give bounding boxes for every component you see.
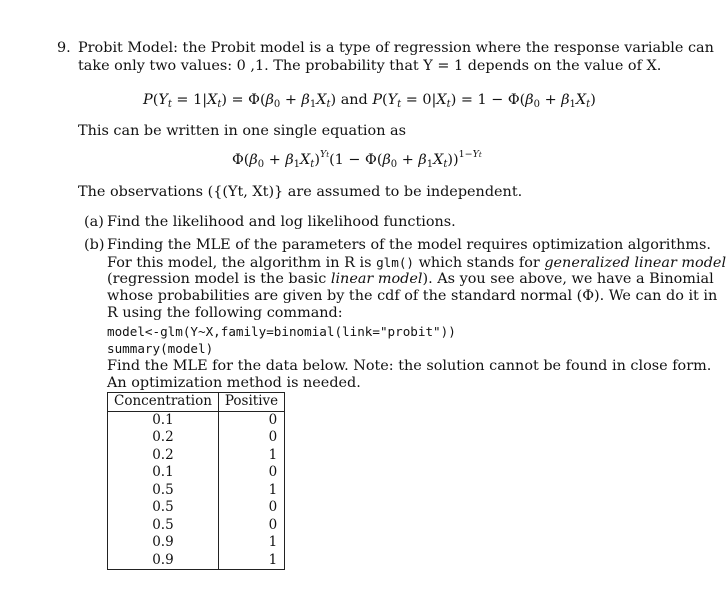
part-b-line-5: R using the following command:	[107, 305, 343, 321]
table-row	[108, 429, 285, 447]
code-summary-line: summary(model)	[107, 341, 214, 356]
positive-cell: 1	[218, 482, 284, 500]
concentration-cell: 0.5	[108, 482, 219, 500]
part-b-line-3-b: ). As you see above, we have a Binomial	[422, 271, 714, 287]
concentration-cell: 0.1	[108, 464, 219, 482]
header-positive: Positive	[218, 393, 284, 412]
positive-cell: 1	[218, 534, 284, 552]
table-row	[108, 534, 285, 552]
question-intro-line-2: take only two values: 0 ,1. The probability that Y = 1 depends on the value of X.	[78, 58, 662, 74]
part-b-label: (b)	[84, 237, 105, 253]
table-row	[108, 411, 285, 429]
question-intro-line-1: Probit Model: the Probit model is a type of regression where the response variable can	[78, 40, 714, 56]
part-b-line-2-b: which stands for	[418, 255, 540, 271]
part-b-line-4: whose probabilities are given by the cdf of the standard normal (Φ). We can do it in	[107, 288, 718, 304]
question-number: 9.	[57, 40, 71, 56]
positive-cell: 0	[218, 429, 284, 447]
part-b-line-1: Finding the MLE of the parameters of the model requires optimization algorithms.	[107, 237, 712, 253]
data-table	[107, 392, 285, 570]
table-row	[108, 552, 285, 570]
concentration-cell: 0.9	[108, 552, 219, 570]
header-concentration: Concentration	[108, 393, 219, 412]
positive-cell: 0	[218, 517, 284, 535]
single-equation-text: This can be written in one single equation as	[78, 123, 406, 139]
combined-equation: $\Phi(\beta_0 + \beta_1X_t)^{Yt}(1 - \Phi(\beta_0 + \beta_1X_t))^{1-Yt}$	[232, 149, 482, 170]
concentration-cell: 0.5	[108, 499, 219, 517]
table-row	[108, 464, 285, 482]
part-b-line-3-a: (regression model is the basic	[107, 271, 327, 287]
concentration-cell: 0.2	[108, 429, 219, 447]
observations-text: The observations ({(Yt, Xt)} are assumed to be independent.	[78, 184, 523, 200]
positive-cell: 0	[218, 499, 284, 517]
part-b-line-6: Find the MLE for the data below. Note: the solution cannot be found in close form.	[107, 358, 712, 374]
concentration-cell: 0.9	[108, 534, 219, 552]
probability-equations: $P(Y_t = 1|X_t) = \Phi(\beta_0 + \beta_1X_t)$ and $P(Y_t = 0|X_t) = 1 - \Phi(\beta_0 + \beta_1X_t)$	[143, 92, 596, 110]
table-row	[108, 499, 285, 517]
table-header-row	[108, 393, 285, 412]
concentration-cell: 0.1	[108, 411, 219, 429]
part-b-line-3	[107, 271, 714, 288]
positive-cell: 1	[218, 552, 284, 570]
positive-cell: 1	[218, 447, 284, 465]
part-b-line-2	[107, 254, 726, 272]
part-b-line-7: An optimization method is needed.	[107, 375, 361, 391]
part-a-label: (a)	[84, 214, 104, 230]
part-a-text: Find the likelihood and log likelihood functions.	[107, 214, 456, 230]
table-row	[108, 517, 285, 535]
table-row	[108, 482, 285, 500]
linear-model-term: linear model	[330, 271, 423, 287]
concentration-cell: 0.5	[108, 517, 219, 535]
part-b-line-2-a: For this model, the algorithm in R is	[107, 255, 372, 271]
glm-code: glm()	[376, 255, 415, 270]
table-row	[108, 447, 285, 465]
code-model-line: model<-glm(Y~X,family=binomial(link="probit"))	[107, 324, 456, 339]
generalized-linear-model-term: generalized linear model	[544, 255, 726, 271]
positive-cell: 0	[218, 464, 284, 482]
positive-cell: 0	[218, 411, 284, 429]
concentration-cell: 0.2	[108, 447, 219, 465]
